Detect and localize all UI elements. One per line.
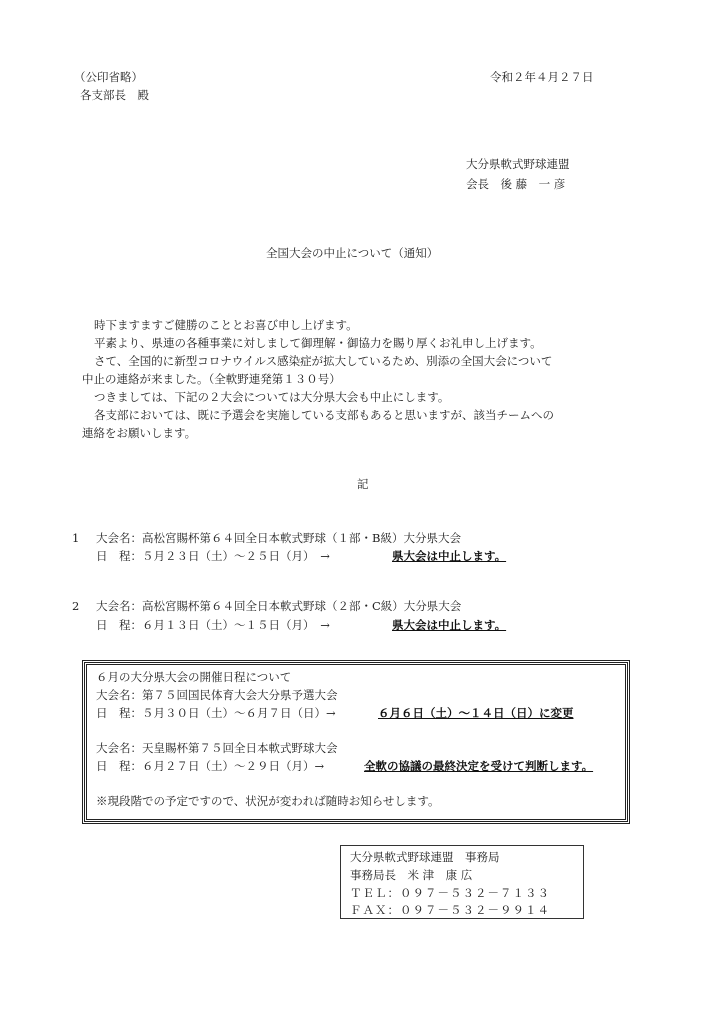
event-schedule: 日 程：５月３０日（土）～６月７日（日）→: [96, 706, 336, 720]
event-name: 大会名：天皇賜杯第７５回全日本軟式野球大会: [96, 741, 338, 755]
body-line: 各支部においては、既に予選会を実施している支部もあると思いますが、該当チームへの: [94, 408, 554, 422]
recipient: 各支部長 殿: [80, 88, 149, 102]
date: 令和２年４月２７日: [490, 70, 594, 84]
contact-fax: ＦＡＸ：０９７－５３２－９９１４: [350, 903, 550, 917]
body-line: さて、全国的に新型コロナウイルス感染症が拡大しているため、別添の全国大会について: [94, 354, 553, 368]
event-note: ６月６日（土）～１４日（日）に変更: [378, 706, 574, 720]
document-title: 全国大会の中止について（通知）: [266, 246, 439, 260]
body-line: 時下ますますご健勝のこととお喜び申し上げます。: [94, 318, 358, 332]
item-note: 県大会は中止します。: [392, 549, 507, 563]
event-note: 全軟の協議の最終決定を受けて判断します。: [364, 759, 594, 773]
contact-line: 大分県軟式野球連盟 事務局: [350, 850, 500, 864]
item-number: 1: [72, 531, 80, 545]
item-name: 大会名：高松宮賜杯第６４回全日本軟式野球（１部・B級）大分県大会: [96, 531, 461, 545]
box-footnote: ※現段階での予定ですので、状況が変われば随時お知らせします。: [96, 794, 440, 808]
body-line: 中止の連絡が来ました。（全軟野連発第１３０号）: [82, 372, 341, 386]
event-name: 大会名：第７５回国民体育大会大分県予選大会: [96, 688, 338, 702]
event-schedule: 日 程：６月２７日（土）～２９日（月）→: [96, 759, 325, 773]
box-heading: ６月の大分県大会の開催日程について: [96, 670, 292, 684]
contact-phone: ＴＥＬ：０９７－５３２－７１３３: [350, 886, 550, 900]
contact-line: 事務局長 米 津 康 広: [350, 868, 473, 882]
body-line: 平素より、県連の各種事業に対しまして御理解・御協力を賜り厚くお礼申し上げます。: [94, 336, 542, 350]
sender-name: 会長 後 藤 一 彦: [466, 177, 566, 191]
body-line: つきましては、下記の２大会については大分県大会も中止にします。: [94, 390, 450, 404]
item-schedule: 日 程：５月２３日（土）～２５日（月） →: [96, 549, 330, 563]
item-schedule: 日 程：６月１３日（土）～１５日（月） →: [96, 618, 330, 632]
seal-omission: （公印省略）: [74, 70, 143, 84]
body-line: 連絡をお願いします。: [82, 426, 197, 440]
ki-heading: 記: [357, 477, 369, 491]
item-note: 県大会は中止します。: [392, 618, 507, 632]
sender-org: 大分県軟式野球連盟: [466, 157, 570, 171]
item-number: 2: [72, 599, 80, 613]
item-name: 大会名：高松宮賜杯第６４回全日本軟式野球（２部・C級）大分県大会: [96, 599, 462, 613]
